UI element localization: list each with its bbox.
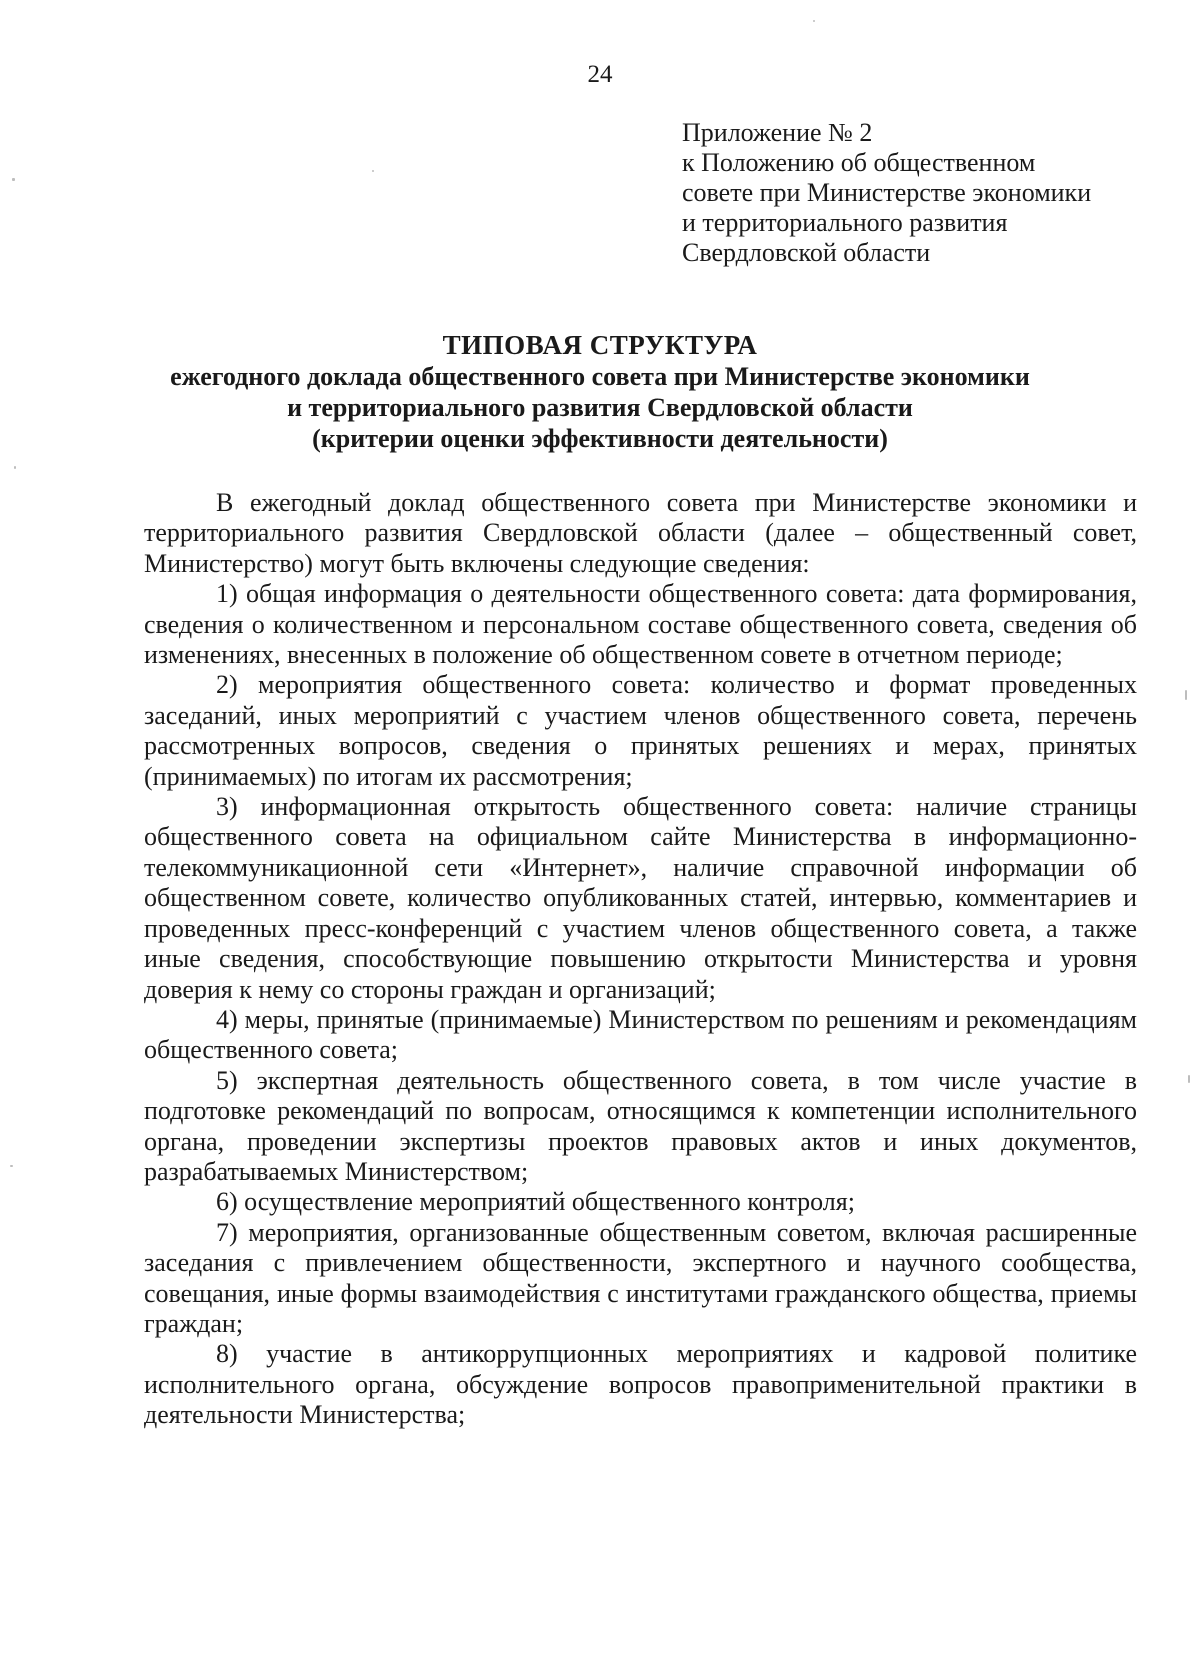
list-item-4: 4) меры, принятые (принимаемые) Министерством по решениям и рекомендациям общественного совета; [144,1004,1137,1065]
scan-speck [1185,690,1187,700]
document-subtitle-line: (критерии оценки эффективности деятельности) [312,424,888,453]
list-item-5: 5) экспертная деятельность общественного совета, в том числе участие в подготовке рекомендаций по вопросам, относящимся к компетенции исполнительного органа, проведении экспертизы проектов правовых актов и иных документов, разрабатываемых Министерством; [144,1065,1137,1186]
appendix-line: к Положению об общественном [682,148,1036,177]
scan-speck [10,1165,13,1167]
appendix-block [682,118,1152,268]
document-body [144,488,1137,1431]
list-item-3: 3) информационная открытость общественного совета: наличие страницы общественного совета на официальном сайте Министерства в информационно-телекоммуникационной сети «Интернет», наличие справочной информации об общественном совете, количество опубликованных статей, интервью, комментариев и проведенных пресс-конференций с участием членов общественного совета, а также иные сведения, способствующие повышению открытости Министерства и уровня доверия к нему со стороны граждан и организаций; [144,792,1137,1004]
list-item-7: 7) мероприятия, организованные общественным советом, включая расширенные заседания с привлечением общественности, экспертного и научного сообщества, совещания, иные формы взаимодействия с институтами гражданского общества, приемы граждан; [144,1217,1137,1338]
document-subtitle-line: ежегодного доклада общественного совета при Министерстве экономики [170,362,1030,391]
page-number: 24 [587,61,613,88]
appendix-line: Свердловской области [682,238,931,267]
scan-speck [813,20,815,22]
scan-speck [1188,1075,1190,1083]
list-item-1: 1) общая информация о деятельности общественного совета: дата формирования, сведения о количественном и персональном составе общественного совета, сведения об изменениях, внесенных в положение об общественном совете в отчетном периоде; [144,579,1137,670]
appendix-line: совете при Министерстве экономики [682,178,1092,207]
document-title: ТИПОВАЯ СТРУКТУРА [442,330,758,360]
scan-speck [12,178,15,181]
appendix-line: Приложение № 2 [682,118,873,147]
document-heading [0,330,1200,454]
list-item-8: 8) участие в антикоррупционных мероприятиях и кадровой политике исполнительного органа, обсуждение вопросов правоприменительной практики в деятельности Министерства; [144,1339,1137,1430]
intro-paragraph: В ежегодный доклад общественного совета при Министерстве экономики и территориального развития Свердловской области (далее – общественный совет, Министерство) могут быть включены следующие сведения: [144,488,1137,578]
scan-speck [372,170,374,172]
document-subtitle-line: и территориального развития Свердловской области [287,393,913,422]
list-item-6: 6) осуществление мероприятий общественного контроля; [216,1187,855,1217]
list-item-2: 2) мероприятия общественного совета: количество и формат проведенных заседаний, иных мероприятий с участием членов общественного совета, перечень рассмотренных вопросов, сведения о принятых решениях и мерах, принятых (принимаемых) по итогам их рассмотрения; [144,670,1137,791]
appendix-line: и территориального развития [682,208,1008,237]
scan-speck [14,466,16,469]
